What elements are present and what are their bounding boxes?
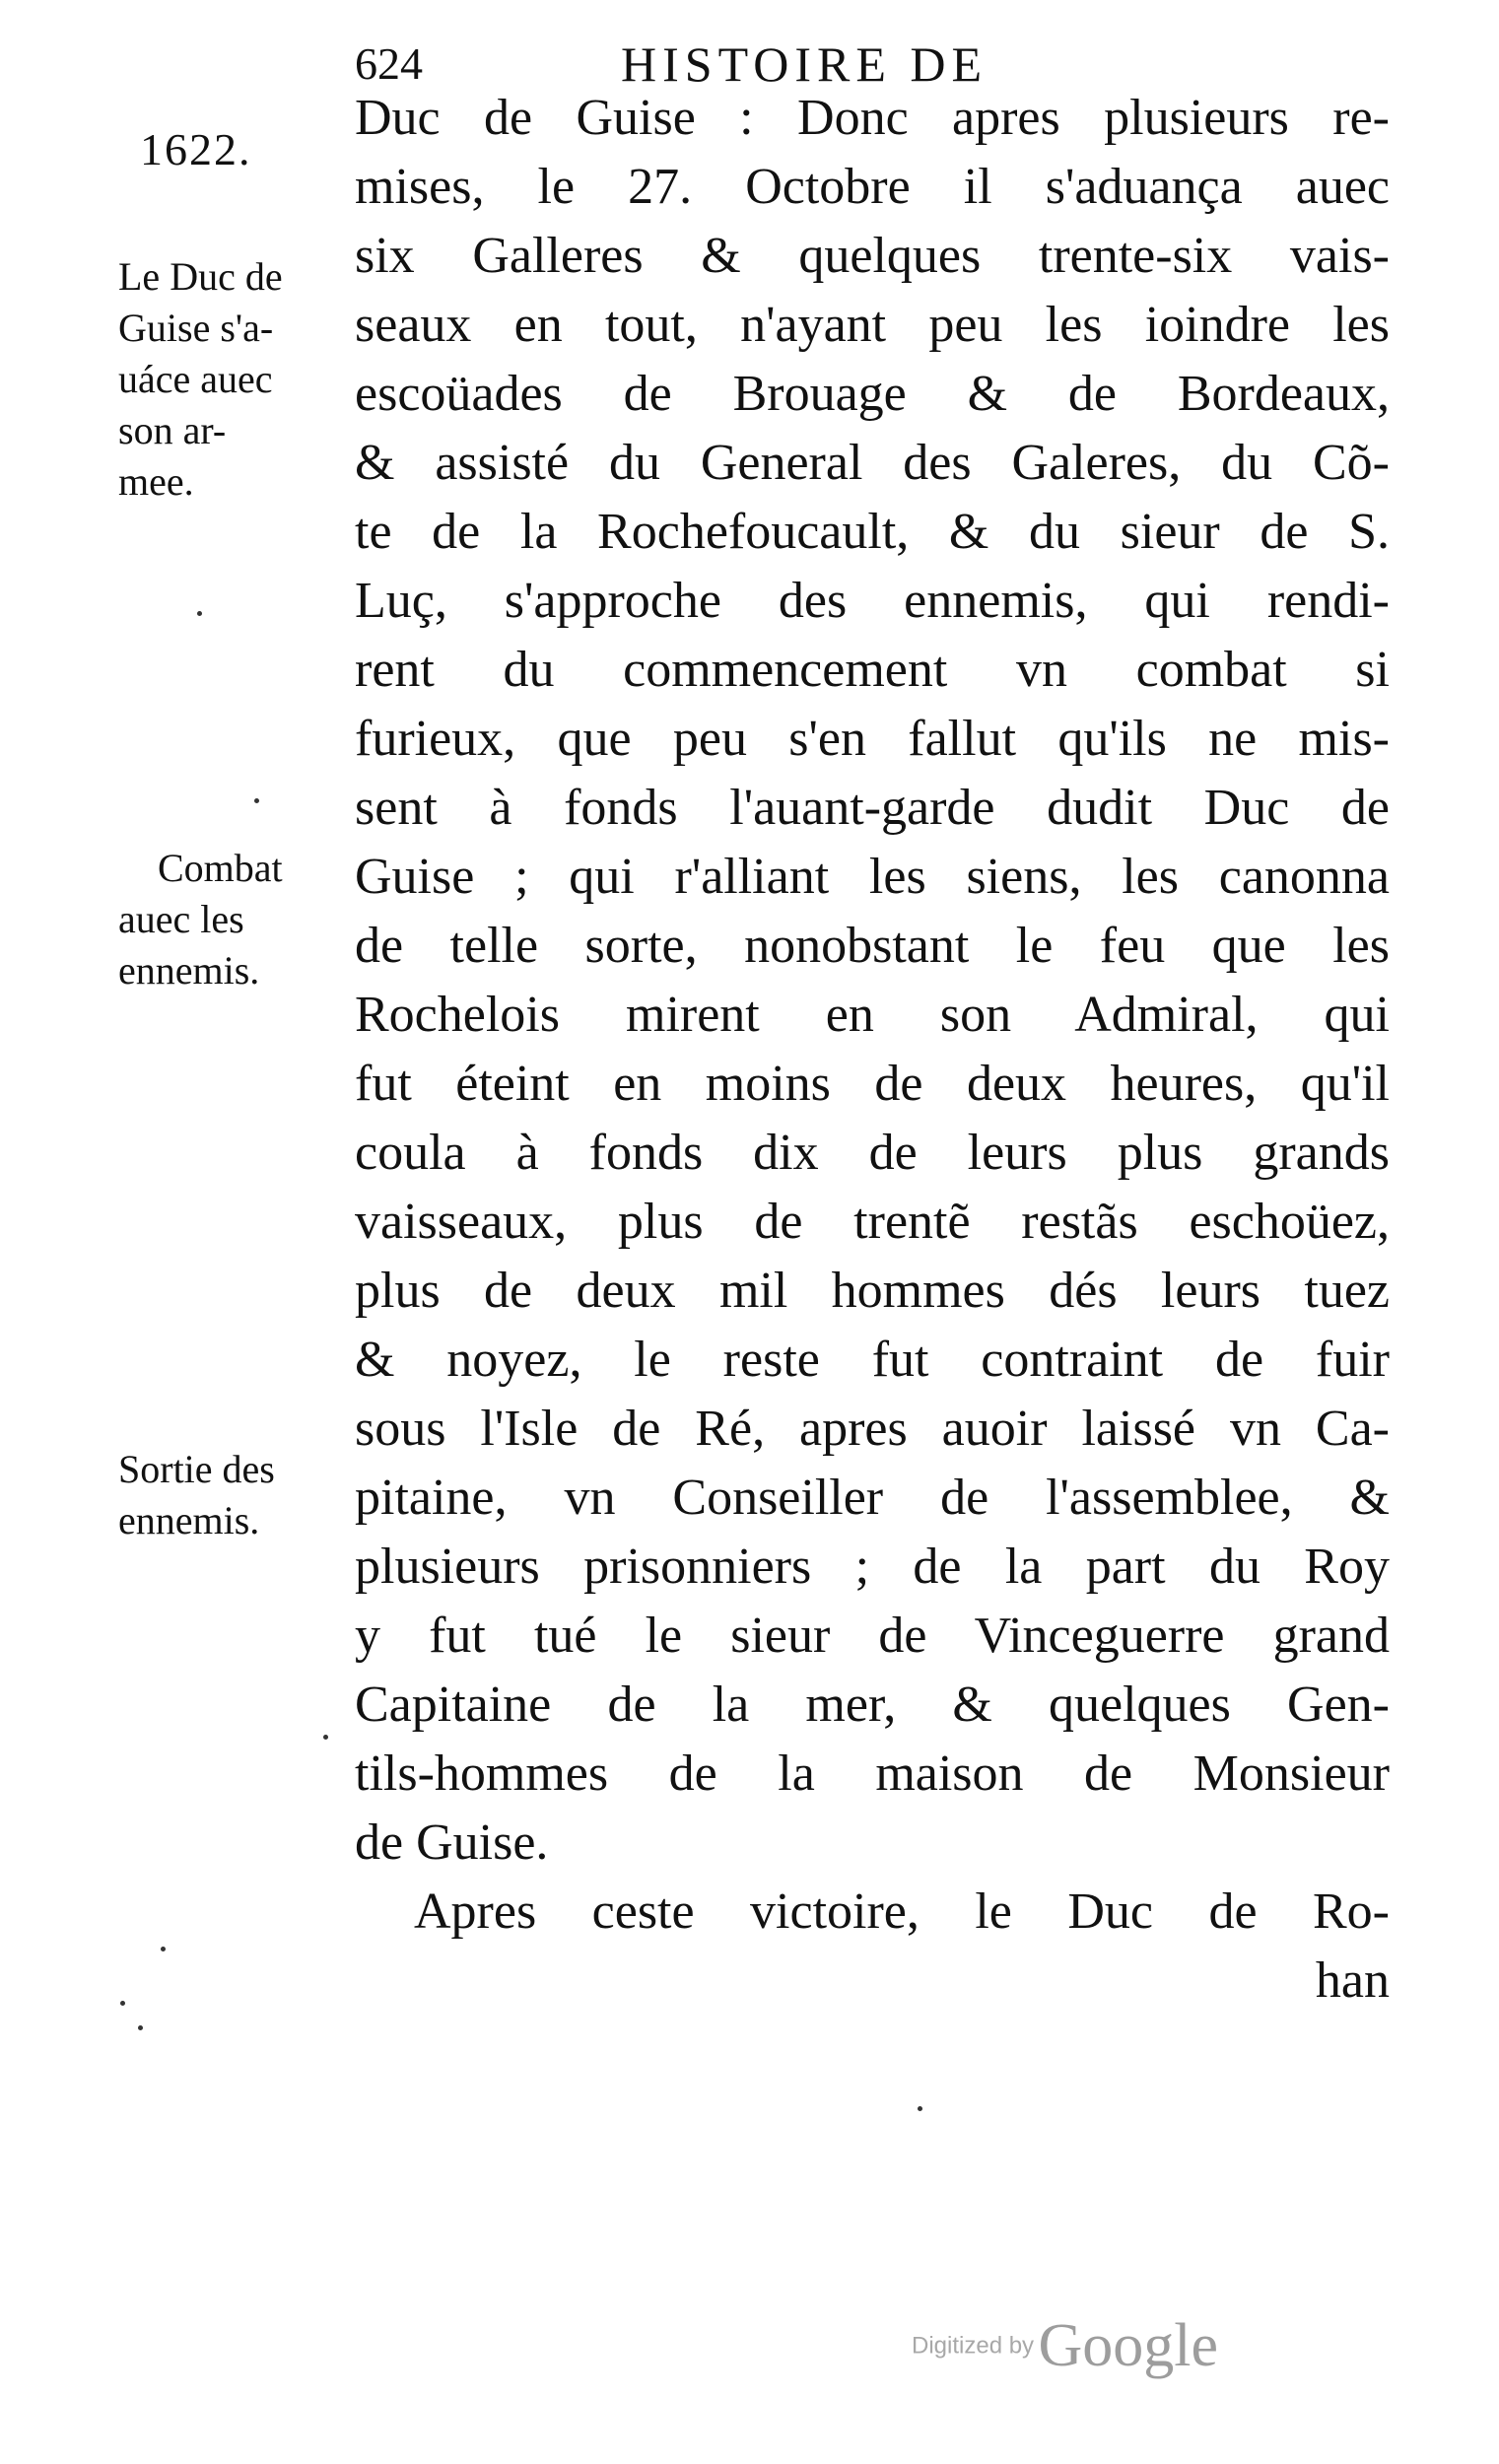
text-line: escoüades de Brouage & de Bordeaux, xyxy=(355,366,1390,422)
text-line: Rochelois mirent en son Admiral, qui xyxy=(355,987,1390,1043)
margin-note-sortie xyxy=(118,1444,347,1546)
text-line: & noyez, le reste fut contraint de fuir xyxy=(355,1332,1390,1388)
margin-note-line: Le Duc de xyxy=(118,254,283,299)
margin-note-combat xyxy=(118,843,347,996)
page-number: 624 xyxy=(355,38,423,89)
text-line: plusieurs prisonniers ; de la part du Roy xyxy=(355,1539,1390,1595)
margin-note-line: uáce auec xyxy=(118,357,273,401)
catchword: han xyxy=(1315,1952,1390,2009)
text-line: vaisseaux, plus de trentẽ restãs eschoüez, xyxy=(355,1194,1390,1250)
margin-note-line: Combat xyxy=(158,846,283,890)
text-line: y fut tué le sieur de Vinceguerre grand xyxy=(355,1608,1390,1664)
text-line: Guise ; qui r'alliant les siens, les canonna xyxy=(355,849,1390,905)
text-line: rent du commencement vn combat si xyxy=(355,642,1390,698)
text-line: Luç, s'approche des ennemis, qui rendi- xyxy=(355,573,1390,629)
watermark-prefix: Digitized by xyxy=(912,2332,1035,2360)
print-speck xyxy=(323,1735,328,1740)
text-line: & assisté du General des Galeres, du Cõ- xyxy=(355,435,1390,491)
margin-note-line: son ar- xyxy=(118,408,227,452)
text-line: de Guise. xyxy=(355,1814,549,1871)
running-title: HISTOIRE DE xyxy=(621,36,988,92)
margin-year: 1622. xyxy=(140,124,252,174)
text-line: de telle sorte, nonobstant le feu que les xyxy=(355,918,1390,974)
print-speck xyxy=(161,1947,166,1951)
text-line: Apres ceste victoire, le Duc de Ro- xyxy=(414,1883,1390,1940)
print-speck xyxy=(120,2001,125,2006)
margin-note-line: auec les xyxy=(118,897,244,941)
text-line: furieux, que peu s'en fallut qu'ils ne mis- xyxy=(355,711,1390,767)
print-speck xyxy=(254,798,259,803)
body-text xyxy=(355,84,1390,2016)
margin-note-line: mee. xyxy=(118,459,194,504)
digitized-watermark xyxy=(912,2311,1218,2381)
text-line: pitaine, vn Conseiller de l'assemblee, & xyxy=(355,1470,1390,1526)
watermark-brand: Google xyxy=(1038,2312,1219,2379)
text-line: plus de deux mil hommes dés leurs tuez xyxy=(355,1263,1390,1319)
text-line: coula à fonds dix de leurs plus grands xyxy=(355,1125,1390,1181)
text-line: Capitaine de la mer, & quelques Gen- xyxy=(355,1677,1390,1733)
text-line: fut éteint en moins de deux heures, qu'il xyxy=(355,1056,1390,1112)
print-speck xyxy=(197,611,202,616)
text-line: Duc de Guise : Donc apres plusieurs re- xyxy=(355,90,1390,146)
margin-note-line: ennemis. xyxy=(118,948,260,992)
print-speck xyxy=(918,2106,922,2111)
margin-note-line: Guise s'a- xyxy=(118,306,274,350)
text-line: mises, le 27. Octobre il s'aduança auec xyxy=(355,159,1390,215)
text-line: six Galleres & quelques trente-six vais- xyxy=(355,228,1390,284)
print-speck xyxy=(138,2025,143,2030)
margin-note-line: ennemis. xyxy=(118,1498,260,1542)
text-line: sent à fonds l'auant-garde dudit Duc de xyxy=(355,780,1390,836)
text-line: sous l'Isle de Ré, apres auoir laissé vn Ca- xyxy=(355,1401,1390,1457)
text-line: te de la Rochefoucault, & du sieur de S. xyxy=(355,504,1390,560)
margin-note-line: Sortie des xyxy=(118,1447,275,1491)
text-line: tils-hommes de la maison de Monsieur xyxy=(355,1745,1390,1802)
margin-note-duc-de-guise xyxy=(118,251,347,508)
text-line: seaux en tout, n'ayant peu les ioindre les xyxy=(355,297,1390,353)
